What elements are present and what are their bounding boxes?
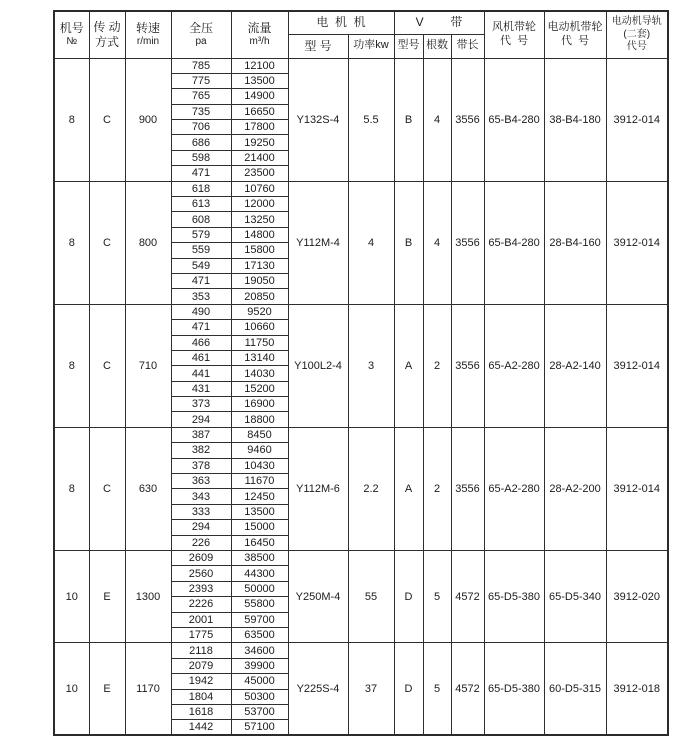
header-drive-line2: 方式 (94, 34, 119, 49)
motor-pulley-cell: 60-D5-315 (544, 643, 606, 735)
flow-cell: 18800 (231, 412, 288, 427)
header-motor-group-label: 电 机 机 (316, 15, 366, 30)
flow-cell: 44300 (231, 566, 288, 581)
flow-cell: 63500 (231, 627, 288, 642)
flow-cell: 15800 (231, 243, 288, 258)
flow-cell: 39900 (231, 658, 288, 673)
header-machine-no-label: 机号 (59, 21, 84, 35)
pressure-cell: 2560 (171, 566, 231, 581)
speed-cell: 630 (125, 427, 171, 550)
flow-cell: 16450 (231, 535, 288, 550)
pressure-cell: 343 (171, 489, 231, 504)
header-pressure-label: 全压 (188, 21, 213, 35)
flow-cell: 23500 (231, 166, 288, 181)
vbelt-count-cell: 5 (423, 551, 451, 643)
pressure-cell: 441 (171, 366, 231, 381)
flow-cell: 17800 (231, 120, 288, 135)
pressure-cell: 706 (171, 120, 231, 135)
pressure-cell: 613 (171, 197, 231, 212)
pressure-cell: 378 (171, 458, 231, 473)
pressure-cell: 471 (171, 320, 231, 335)
header-pressure (171, 11, 231, 58)
header-motor-power-label: 功率kw (353, 39, 389, 52)
motor-power-cell: 37 (348, 643, 394, 735)
pressure-cell: 618 (171, 181, 231, 196)
flow-cell: 16650 (231, 104, 288, 119)
flow-cell: 53700 (231, 704, 288, 719)
motor-rail-cell: 3912-014 (606, 427, 668, 550)
drive-mode-cell: C (89, 58, 125, 181)
motor-power-cell: 3 (348, 304, 394, 427)
pressure-cell: 2118 (171, 643, 231, 658)
pressure-cell: 2226 (171, 597, 231, 612)
header-motor-rail (606, 11, 668, 58)
header-vbelt-length-label: 带长 (456, 39, 479, 52)
header-motor-group (288, 11, 394, 34)
header-speed-unit: r/min (136, 36, 160, 47)
pressure-cell: 775 (171, 73, 231, 88)
flow-cell: 14900 (231, 89, 288, 104)
fan-pulley-cell: 65-B4-280 (484, 181, 544, 304)
header-fan-pulley (484, 11, 544, 58)
flow-cell: 38500 (231, 551, 288, 566)
header-vbelt-group-label: V 带 (415, 15, 463, 30)
spec-table-body (54, 58, 668, 735)
flow-cell: 9460 (231, 443, 288, 458)
pressure-cell: 608 (171, 212, 231, 227)
motor-model-cell: Y250M-4 (288, 551, 348, 643)
pressure-cell: 363 (171, 474, 231, 489)
flow-cell: 12000 (231, 197, 288, 212)
pressure-cell: 294 (171, 412, 231, 427)
motor-power-cell: 5.5 (348, 58, 394, 181)
flow-cell: 59700 (231, 612, 288, 627)
vbelt-length-cell: 3556 (451, 181, 484, 304)
flow-cell: 34600 (231, 643, 288, 658)
pressure-cell: 461 (171, 350, 231, 365)
flow-cell: 15200 (231, 381, 288, 396)
data-row (54, 643, 668, 658)
drive-mode-cell: C (89, 181, 125, 304)
motor-power-cell: 2.2 (348, 427, 394, 550)
pressure-cell: 735 (171, 104, 231, 119)
drive-mode-cell: E (89, 551, 125, 643)
pressure-cell: 490 (171, 304, 231, 319)
motor-rail-cell: 3912-020 (606, 551, 668, 643)
motor-model-cell: Y112M-4 (288, 181, 348, 304)
header-vbelt-model-label: 型号 (397, 39, 420, 52)
motor-model-cell: Y132S-4 (288, 58, 348, 181)
vbelt-model-cell: B (394, 58, 423, 181)
motor-pulley-cell: 28-B4-160 (544, 181, 606, 304)
vbelt-count-cell: 2 (423, 304, 451, 427)
vbelt-length-cell: 4572 (451, 551, 484, 643)
data-row (54, 427, 668, 442)
motor-model-cell: Y225S-4 (288, 643, 348, 735)
header-speed-label: 转速 (135, 21, 160, 35)
flow-cell: 10660 (231, 320, 288, 335)
fan-spec-table (53, 10, 669, 736)
drive-mode-cell: C (89, 427, 125, 550)
pressure-cell: 2393 (171, 581, 231, 596)
flow-cell: 13140 (231, 350, 288, 365)
vbelt-model-cell: B (394, 181, 423, 304)
speed-cell: 1170 (125, 643, 171, 735)
header-flow (231, 11, 288, 58)
motor-pulley-cell: 65-D5-340 (544, 551, 606, 643)
fan-pulley-cell: 65-D5-380 (484, 551, 544, 643)
machine-no-cell: 10 (54, 643, 89, 735)
pressure-cell: 686 (171, 135, 231, 150)
data-row (54, 304, 668, 319)
pressure-cell: 1775 (171, 627, 231, 642)
pressure-cell: 2001 (171, 612, 231, 627)
motor-power-cell: 55 (348, 551, 394, 643)
flow-cell: 55800 (231, 597, 288, 612)
data-row (54, 551, 668, 566)
flow-cell: 19050 (231, 273, 288, 288)
speed-cell: 800 (125, 181, 171, 304)
header-motor-rail-line3: 代号 (626, 41, 647, 52)
flow-cell: 11750 (231, 335, 288, 350)
flow-cell: 19250 (231, 135, 288, 150)
vbelt-count-cell: 5 (423, 643, 451, 735)
data-row (54, 58, 668, 73)
motor-rail-cell: 3912-014 (606, 58, 668, 181)
pressure-cell: 559 (171, 243, 231, 258)
pressure-cell: 785 (171, 58, 231, 73)
flow-cell: 11670 (231, 474, 288, 489)
header-pressure-unit: pa (195, 36, 207, 47)
flow-cell: 12100 (231, 58, 288, 73)
flow-cell: 10430 (231, 458, 288, 473)
pressure-cell: 1618 (171, 704, 231, 719)
flow-cell: 20850 (231, 289, 288, 304)
pressure-cell: 1442 (171, 720, 231, 735)
pressure-cell: 549 (171, 258, 231, 273)
header-vbelt-model (394, 34, 423, 58)
header-motor-rail-line1: 电动机导轨 (611, 16, 662, 27)
header-motor-model (288, 34, 348, 58)
header-drive-line1: 传 动 (93, 19, 121, 34)
pressure-cell: 466 (171, 335, 231, 350)
vbelt-count-cell: 4 (423, 58, 451, 181)
speed-cell: 1300 (125, 551, 171, 643)
header-speed (125, 11, 171, 58)
flow-cell: 14030 (231, 366, 288, 381)
machine-no-cell: 8 (54, 304, 89, 427)
header-flow-unit: m³/h (249, 36, 270, 47)
vbelt-model-cell: D (394, 551, 423, 643)
motor-power-cell: 4 (348, 181, 394, 304)
flow-cell: 13500 (231, 73, 288, 88)
machine-no-cell: 8 (54, 58, 89, 181)
flow-cell: 10760 (231, 181, 288, 196)
header-vbelt-count (423, 34, 451, 58)
flow-cell: 15000 (231, 520, 288, 535)
speed-cell: 900 (125, 58, 171, 181)
header-flow-label: 流量 (247, 21, 272, 35)
pressure-cell: 1804 (171, 689, 231, 704)
header-vbelt-count-label: 根数 (426, 39, 448, 52)
motor-model-cell: Y112M-6 (288, 427, 348, 550)
flow-cell: 8450 (231, 427, 288, 442)
flow-cell: 12450 (231, 489, 288, 504)
pressure-cell: 2079 (171, 658, 231, 673)
motor-model-cell: Y100L2-4 (288, 304, 348, 427)
vbelt-model-cell: A (394, 304, 423, 427)
vbelt-length-cell: 3556 (451, 58, 484, 181)
fan-pulley-cell: 65-D5-380 (484, 643, 544, 735)
flow-cell: 13250 (231, 212, 288, 227)
header-motor-model-label: 型 号 (304, 38, 332, 53)
flow-cell: 45000 (231, 674, 288, 689)
header-vbelt-length (451, 34, 484, 58)
vbelt-count-cell: 4 (423, 181, 451, 304)
drive-mode-cell: C (89, 304, 125, 427)
flow-cell: 13500 (231, 504, 288, 519)
motor-rail-cell: 3912-014 (606, 304, 668, 427)
flow-cell: 16900 (231, 397, 288, 412)
table-header (54, 11, 668, 58)
flow-cell: 9520 (231, 304, 288, 319)
vbelt-count-cell: 2 (423, 427, 451, 550)
pressure-cell: 471 (171, 273, 231, 288)
pressure-cell: 579 (171, 227, 231, 242)
vbelt-model-cell: A (394, 427, 423, 550)
vbelt-length-cell: 3556 (451, 427, 484, 550)
pressure-cell: 382 (171, 443, 231, 458)
pressure-cell: 765 (171, 89, 231, 104)
flow-cell: 57100 (231, 720, 288, 735)
machine-no-cell: 8 (54, 181, 89, 304)
header-motor-rail-line2: (二套) (623, 28, 651, 40)
flow-cell: 14800 (231, 227, 288, 242)
machine-no-cell: 8 (54, 427, 89, 550)
machine-no-cell: 10 (54, 551, 89, 643)
header-motor-pulley-line2: 代 号 (560, 34, 590, 47)
pressure-cell: 431 (171, 381, 231, 396)
pressure-cell: 1942 (171, 674, 231, 689)
vbelt-length-cell: 3556 (451, 304, 484, 427)
pressure-cell: 471 (171, 166, 231, 181)
pressure-cell: 373 (171, 397, 231, 412)
pressure-cell: 333 (171, 504, 231, 519)
header-motor-pulley (544, 11, 606, 58)
header-motor-pulley-line1: 电动机带轮 (547, 21, 603, 33)
vbelt-model-cell: D (394, 643, 423, 735)
pressure-cell: 2609 (171, 551, 231, 566)
flow-cell: 50300 (231, 689, 288, 704)
pressure-cell: 226 (171, 535, 231, 550)
fan-pulley-cell: 65-B4-280 (484, 58, 544, 181)
header-machine-no (54, 11, 89, 58)
header-drive-mode (89, 11, 125, 58)
vbelt-length-cell: 4572 (451, 643, 484, 735)
fan-pulley-cell: 65-A2-280 (484, 427, 544, 550)
motor-pulley-cell: 38-B4-180 (544, 58, 606, 181)
drive-mode-cell: E (89, 643, 125, 735)
motor-pulley-cell: 28-A2-200 (544, 427, 606, 550)
data-row (54, 181, 668, 196)
motor-pulley-cell: 28-A2-140 (544, 304, 606, 427)
pressure-cell: 387 (171, 427, 231, 442)
header-vbelt-group (394, 11, 484, 34)
flow-cell: 21400 (231, 150, 288, 165)
header-fan-pulley-line2: 代 号 (499, 34, 529, 47)
pressure-cell: 353 (171, 289, 231, 304)
flow-cell: 50000 (231, 581, 288, 596)
header-fan-pulley-line1: 风机带轮 (492, 21, 537, 33)
speed-cell: 710 (125, 304, 171, 427)
header-machine-no-unit: № (66, 36, 78, 47)
header-motor-power (348, 34, 394, 58)
motor-rail-cell: 3912-014 (606, 181, 668, 304)
pressure-cell: 294 (171, 520, 231, 535)
flow-cell: 17130 (231, 258, 288, 273)
motor-rail-cell: 3912-018 (606, 643, 668, 735)
fan-pulley-cell: 65-A2-280 (484, 304, 544, 427)
pressure-cell: 598 (171, 150, 231, 165)
